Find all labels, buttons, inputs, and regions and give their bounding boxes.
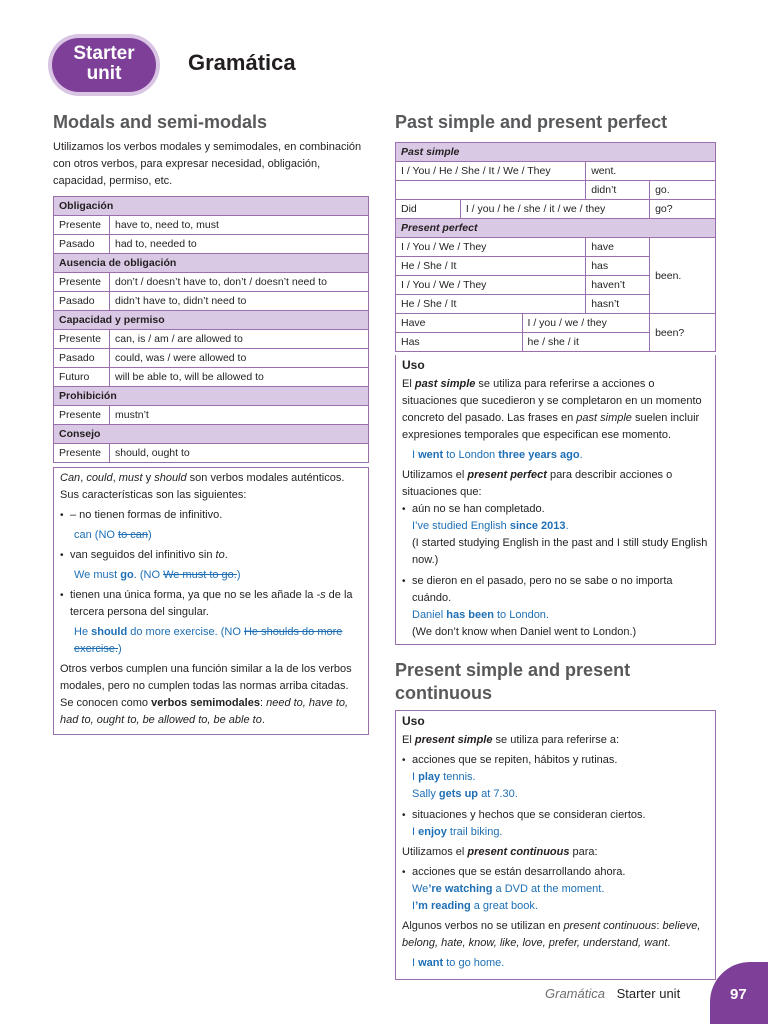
text: ) (147, 529, 152, 541)
table-cell: Consejo (54, 425, 369, 444)
text: gets up (438, 788, 479, 800)
text: ) (236, 569, 241, 581)
text: : (656, 920, 663, 932)
table-cell: had to, needed to (110, 235, 369, 254)
table-header-row (54, 254, 369, 273)
text: , (112, 472, 119, 484)
list-item (60, 587, 362, 621)
table-header: Present perfect (396, 219, 716, 238)
text: se utiliza para referirse a: (492, 734, 620, 746)
table-row (54, 330, 369, 349)
text: enjoy (418, 826, 447, 838)
table-row (396, 238, 716, 257)
list-item (60, 507, 362, 524)
text: past simple (414, 378, 476, 390)
text: se dieron en el pasado, pero no se sabe o no importa cuándo. (412, 575, 673, 604)
uso1-p1 (402, 376, 709, 444)
table-cell: I / you / we / they (522, 314, 650, 333)
text: must (118, 472, 143, 484)
unit-badge (52, 38, 156, 92)
example (402, 769, 709, 786)
modals-table (53, 196, 369, 463)
text: I’ve studied English (412, 520, 510, 532)
note: (We don’t know when Daniel went to London.) (412, 626, 637, 638)
table-cell: didn’t have to, didn’t need to (110, 292, 369, 311)
text: to London. (493, 609, 549, 621)
text: de la tercera persona del singular. (70, 589, 353, 618)
example (64, 527, 362, 544)
text: ’m reading (415, 900, 471, 912)
text: can (NO (74, 529, 119, 541)
table-cell: Presente (54, 330, 110, 349)
text: to go home. (443, 957, 505, 969)
table-cell: Presente (54, 406, 110, 425)
uso-present-box (395, 710, 716, 980)
text: . (579, 449, 583, 461)
table-cell: has (586, 257, 650, 276)
table-row (54, 444, 369, 463)
table-header-row (396, 219, 716, 238)
text: We (412, 883, 429, 895)
text: do more exercise. (NO (127, 626, 244, 638)
uso2-p2 (402, 844, 709, 861)
text: para describir acciones o situaciones que: (402, 469, 673, 498)
text: y (142, 472, 155, 484)
text: para: (569, 846, 598, 858)
table-cell (396, 181, 586, 200)
note: (I started studying English in the past and I still study English now.) (412, 537, 708, 566)
table-cell: haven’t (586, 276, 650, 295)
table-cell: went. (586, 162, 716, 181)
list-item (402, 752, 709, 769)
table-cell: been? (650, 314, 716, 352)
example (64, 567, 362, 584)
table-cell: He / She / It (396, 295, 586, 314)
list-item (402, 501, 709, 518)
table-cell: Futuro (54, 368, 110, 387)
list-item (402, 807, 709, 824)
text: acciones que se están desarrollando ahora. (412, 866, 626, 878)
text: situaciones y hechos que se consideran ciertos. (412, 809, 646, 821)
table-cell: been. (650, 238, 716, 314)
uso2-p1 (402, 732, 709, 749)
text: Otros verbos cumplen una función similar a la de los verbos modales, pero no cumplen todas las normas arriba citadas. Se conocen como (60, 663, 352, 709)
text: go (120, 569, 134, 581)
text: Utilizamos el (402, 469, 468, 481)
table-cell: will be able to, will be allowed to (110, 368, 369, 387)
text: could (86, 472, 113, 484)
uso-title: Uso (402, 714, 425, 728)
table-cell: go? (650, 200, 716, 219)
text: to London (443, 449, 499, 461)
text: tienen una única forma, ya que no se les añade la (70, 589, 317, 601)
list-item (402, 864, 709, 881)
table-cell: I / You / He / She / It / We / They (396, 162, 586, 181)
text: Utilizamos el (402, 846, 468, 858)
text: Sally (412, 788, 439, 800)
uso-past-perfect-box (395, 355, 716, 645)
example (402, 881, 709, 898)
table-cell: Has (396, 333, 523, 352)
text: want (418, 957, 444, 969)
text: . (NO (133, 569, 164, 581)
text: should (154, 472, 187, 484)
text: present simple (414, 734, 493, 746)
text: El (402, 378, 415, 390)
text: trail biking. (446, 826, 503, 838)
text: He shoulds do more exercise. (74, 626, 343, 655)
example (402, 786, 709, 803)
text: ’re watching (428, 883, 493, 895)
table-header-row (54, 387, 369, 406)
uso-title: Uso (402, 358, 425, 372)
table-cell: go. (650, 181, 716, 200)
modals-note-box (53, 467, 369, 735)
past-perfect-table (395, 142, 716, 352)
text: Algunos verbos no se utilizan en (402, 920, 564, 932)
text: . (224, 549, 228, 561)
right-heading-1: Past simple and present perfect (395, 112, 668, 132)
table-cell: I / You / We / They (396, 276, 586, 295)
table-header-row (54, 425, 369, 444)
table-cell: have (586, 238, 650, 257)
text: I (412, 449, 419, 461)
text: -s (316, 589, 326, 601)
table-header-row (54, 197, 369, 216)
page-number-tab (710, 962, 768, 1024)
text: I (412, 900, 416, 912)
table-row (54, 216, 369, 235)
text: He (74, 626, 92, 638)
left-intro: Utilizamos los verbos modales y semimodales, en combinación con otros verbos, para expresar necesidad, obligación, capacidad, permiso, etc. (53, 141, 362, 187)
text: tennis. (440, 771, 476, 783)
text: El (402, 734, 415, 746)
text: a great book. (470, 900, 538, 912)
table-cell: Pasado (54, 235, 110, 254)
text: acciones que se repiten, hábitos y rutinas. (412, 754, 618, 766)
example (402, 824, 709, 841)
text: I (412, 826, 419, 838)
text: suelen incluir expresiones temporales que especifican ese momento. (402, 412, 700, 441)
table-cell: don’t / doesn’t have to, don’t / doesn’t need to (110, 273, 369, 292)
table-cell: have to, need to, must (110, 216, 369, 235)
table-cell: He / She / It (396, 257, 586, 276)
table-row (54, 368, 369, 387)
example (402, 607, 709, 624)
text: son verbos modales auténticos. Sus características son las siguientes: (60, 472, 345, 501)
text: . (667, 937, 671, 949)
left-heading: Modals and semi-modals (53, 112, 268, 132)
text: present continuous (563, 920, 657, 932)
text: verbos semimodales (151, 697, 260, 709)
table-cell: Presente (54, 273, 110, 292)
table-cell: Presente (54, 216, 110, 235)
table-cell: should, ought to (110, 444, 369, 463)
table-cell: Have (396, 314, 523, 333)
example (64, 624, 362, 658)
text: . (261, 714, 265, 726)
footer-text (545, 986, 680, 1001)
table-cell: hasn’t (586, 295, 650, 314)
example (402, 955, 709, 972)
badge-line2: unit (86, 63, 122, 84)
text: I (412, 771, 419, 783)
text: , (80, 472, 87, 484)
text: I (412, 957, 419, 969)
table-row (396, 181, 716, 200)
page-number: 97 (730, 986, 747, 1003)
table-cell: Did (396, 200, 461, 219)
example (402, 898, 709, 915)
text: since 2013 (509, 520, 566, 532)
list-item (402, 573, 709, 607)
modals-note-p2 (60, 661, 362, 729)
footer-unit: Starter unit (616, 986, 681, 1001)
text: Daniel (412, 609, 447, 621)
table-header: Past simple (396, 143, 716, 162)
table-cell: Obligación (54, 197, 369, 216)
text: went (418, 449, 444, 461)
table-row (54, 235, 369, 254)
table-cell: mustn’t (110, 406, 369, 425)
badge-line1: Starter (73, 43, 135, 64)
table-row (54, 406, 369, 425)
text: . (565, 520, 569, 532)
text: We must (74, 569, 121, 581)
table-header-row (396, 143, 716, 162)
list-item (60, 547, 362, 564)
text: need to, have to, had to, ought to, be allowed to, be able to (60, 697, 349, 726)
text: believe, belong, hate, know, like, love, prefer, understand, want (402, 920, 701, 949)
table-cell: could, was / were allowed to (110, 349, 369, 368)
text: at 7.30. (478, 788, 518, 800)
table-cell: Prohibición (54, 387, 369, 406)
modals-note-p1 (60, 470, 362, 504)
text: should (91, 626, 128, 638)
table-cell: can, is / am / are allowed to (110, 330, 369, 349)
text: se utiliza para referirse a acciones o situaciones que sucedieron y se completaron en un momento concreto del pasado. Las frases en (402, 378, 702, 424)
text: past simple (576, 412, 632, 424)
uso2-p3 (402, 918, 709, 952)
text: van seguidos del infinitivo sin (70, 549, 216, 561)
table-cell: I / you / he / she / it / we / they (460, 200, 649, 219)
table-row (54, 273, 369, 292)
text: We must to go. (163, 569, 237, 581)
text: present perfect (467, 469, 547, 481)
page-title: Gramática (188, 50, 296, 75)
table-row (54, 292, 369, 311)
table-cell: I / You / We / They (396, 238, 586, 257)
table-row (396, 314, 716, 333)
table-cell: Ausencia de obligación (54, 254, 369, 273)
text: three years ago (498, 449, 580, 461)
example (402, 518, 709, 535)
table-cell: Presente (54, 444, 110, 463)
text: : (259, 697, 267, 709)
table-row (396, 200, 716, 219)
table-cell: Capacidad y permiso (54, 311, 369, 330)
text: play (418, 771, 441, 783)
example (402, 447, 709, 464)
text: Can (60, 472, 81, 484)
text: a DVD at the moment. (492, 883, 605, 895)
text: – no tienen formas de infinitivo. (70, 509, 223, 521)
text: aún no se han completado. (412, 503, 545, 515)
table-cell: he / she / it (522, 333, 650, 352)
table-header-row (54, 311, 369, 330)
table-cell: Pasado (54, 349, 110, 368)
table-row (396, 162, 716, 181)
right-heading-2: Present simple and present continuous (395, 660, 631, 703)
text: ) (118, 643, 122, 655)
table-row (54, 349, 369, 368)
uso1-p2 (402, 467, 709, 501)
text: to can (118, 529, 148, 541)
footer-section: Gramática (545, 986, 605, 1001)
text: has been (446, 609, 494, 621)
text: present continuous (467, 846, 570, 858)
table-cell: Pasado (54, 292, 110, 311)
table-cell: didn’t (586, 181, 650, 200)
text: to (215, 549, 225, 561)
